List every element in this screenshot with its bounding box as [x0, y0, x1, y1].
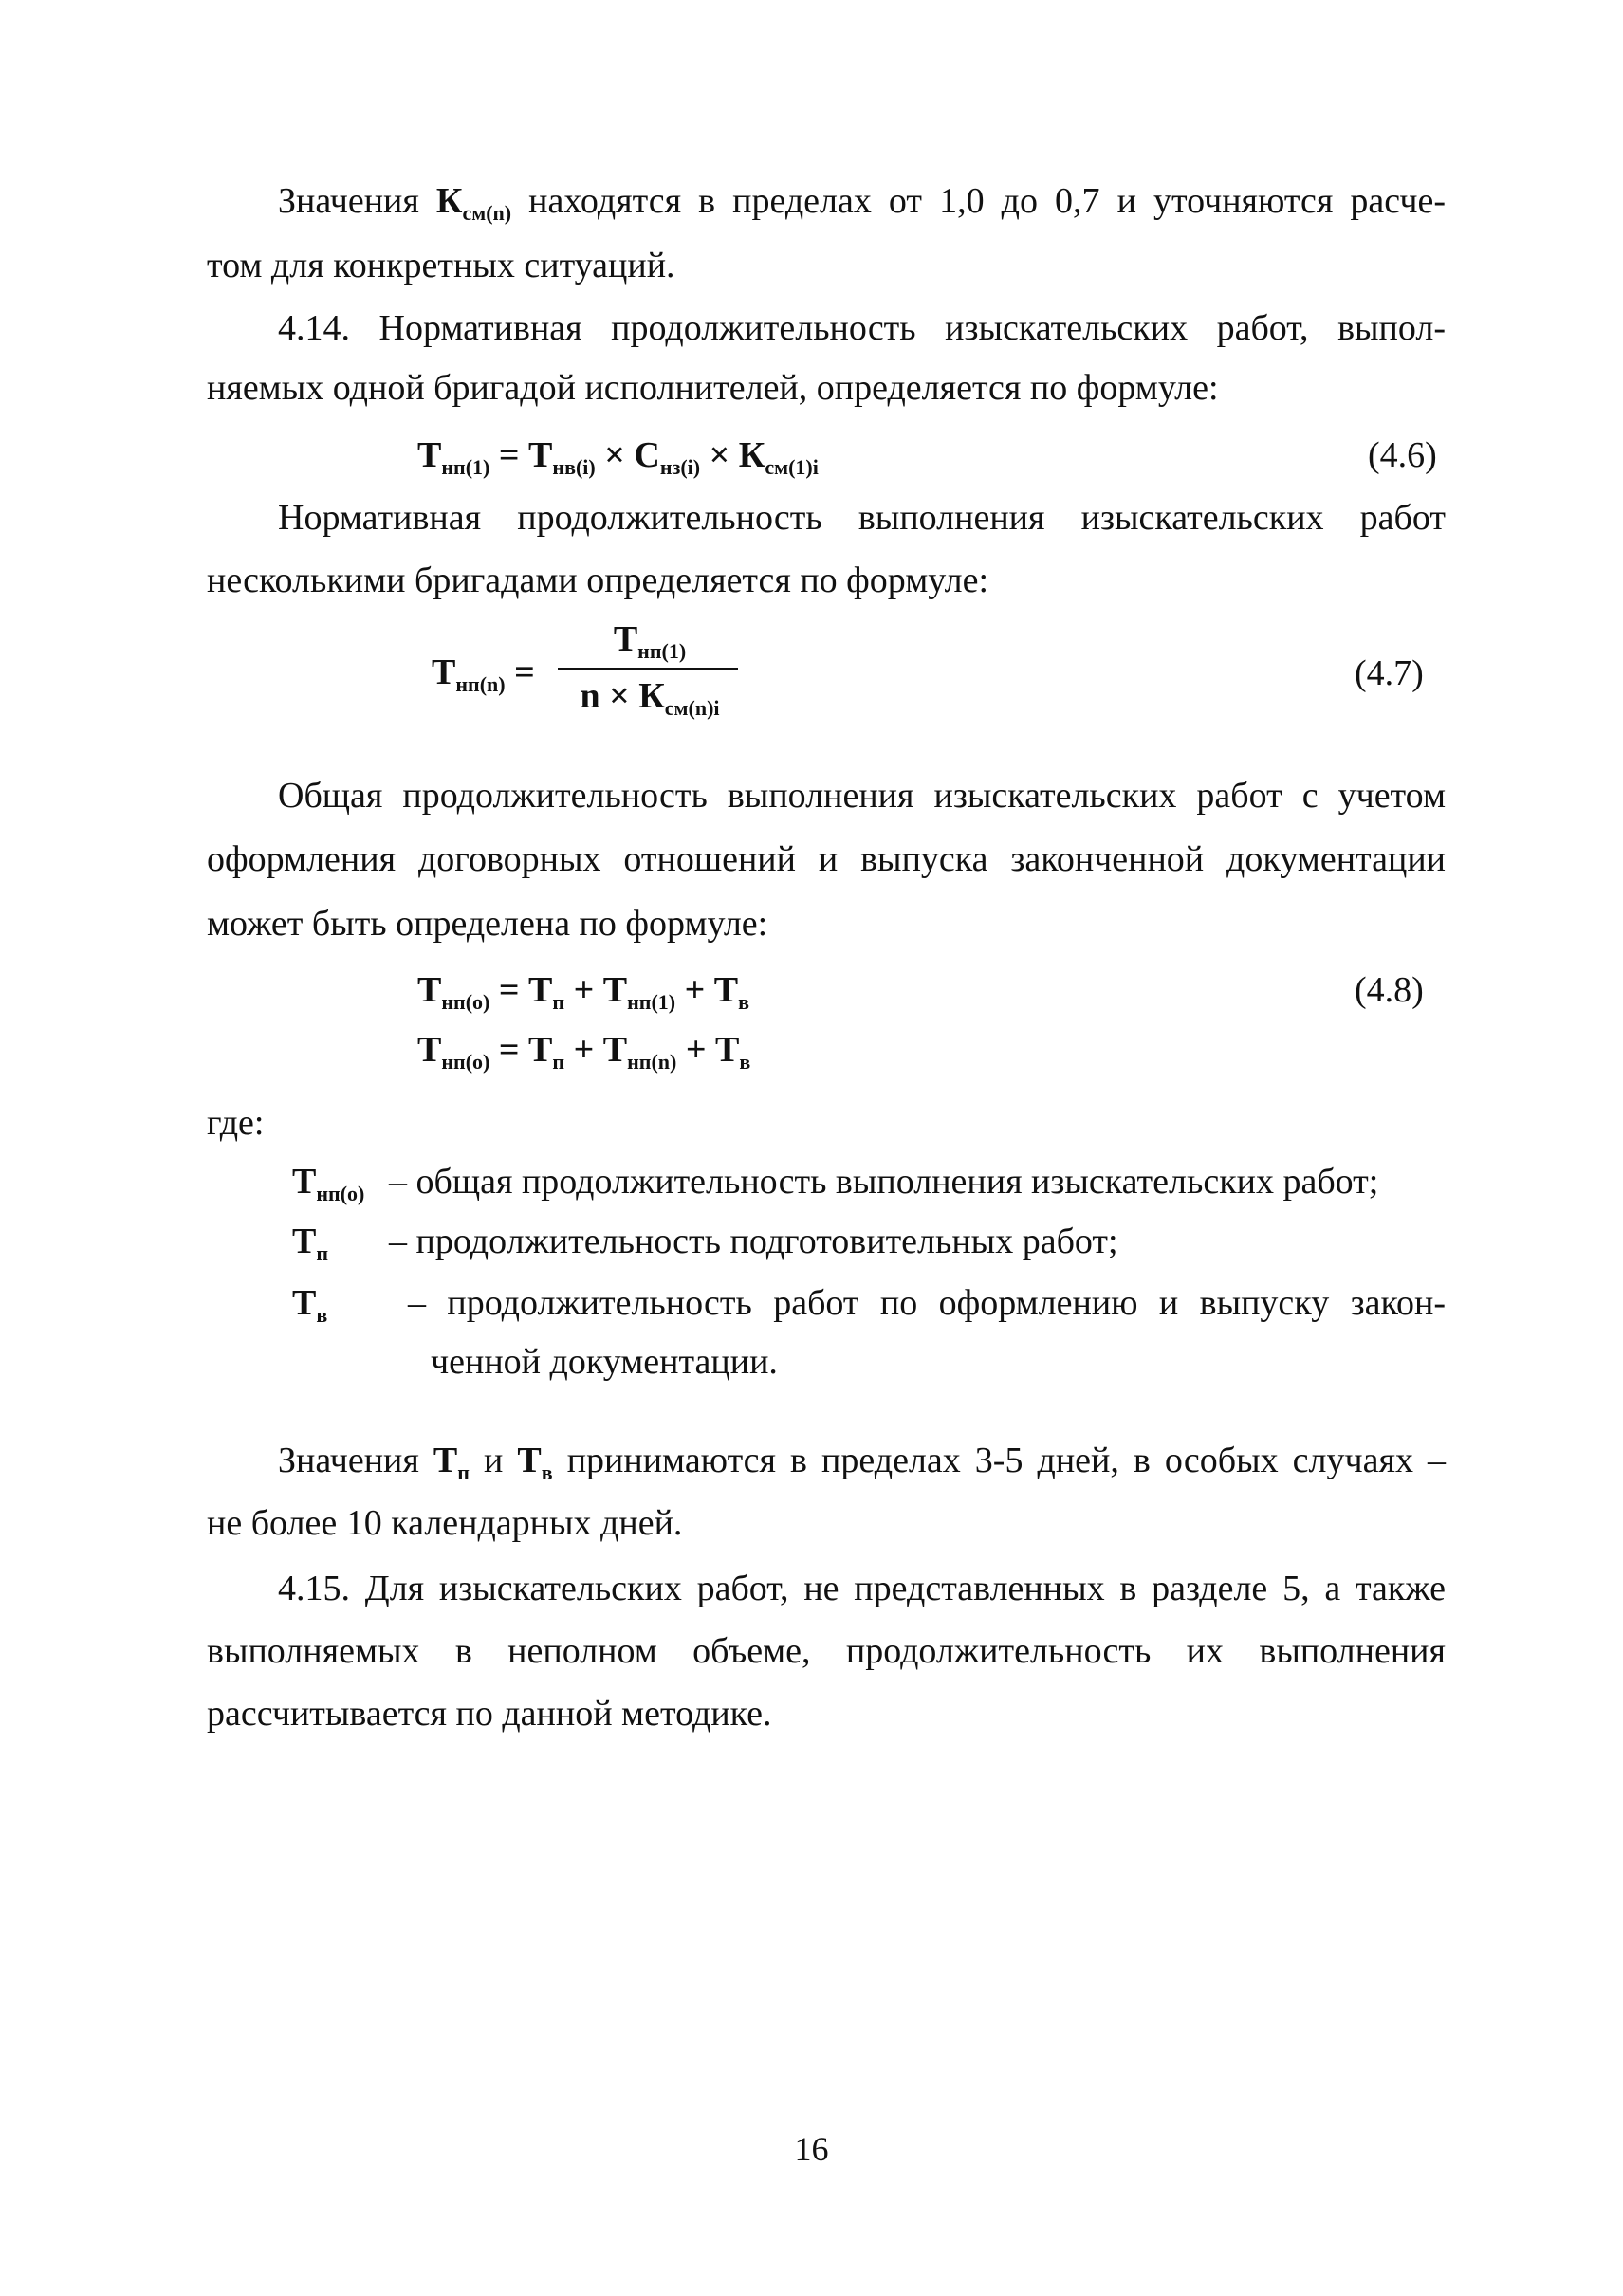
para4-line2: оформления договорных отношений и выпуска законченной документации [207, 839, 1446, 879]
formula-4-6-number: (4.6) [1368, 435, 1437, 475]
para1-line2: том для конкретных ситуаций. [207, 246, 675, 285]
fraction-bar [558, 668, 738, 670]
page-number: 16 [794, 2130, 829, 2168]
def-symbol-tv: $Т_в$ [292, 1283, 328, 1327]
formula-4-7-number: (4.7) [1355, 653, 1424, 693]
para3-line2: несколькими бригадами определяется по формуле: [207, 560, 988, 600]
def-symbol-tp: $Т_п$ [292, 1221, 329, 1265]
where-label: где: [207, 1103, 265, 1143]
para1-text-b: находятся в пределах от 1,0 до 0,7 и уточняются расче- [511, 181, 1446, 221]
formula-4-7-lhs: $Т_{нп(n)}$ = [432, 652, 535, 696]
k-symbol: $К_{см(n)}$ [435, 181, 512, 225]
def-text-tv: – продолжительность работ по оформлению и выпуску закон- [408, 1283, 1446, 1323]
para6-line1: 4.15. Для изыскательских работ, не представленных в разделе 5, а также [278, 1569, 1446, 1608]
para3-line1: Нормативная продолжительность выполнения изыскательских работ [278, 498, 1446, 538]
para4-line3: может быть определена по формуле: [207, 904, 768, 944]
formula-4-8-number: (4.8) [1355, 970, 1424, 1010]
def-text-tnpo: – общая продолжительность выполнения изыскательских работ; [389, 1162, 1379, 1202]
def-symbol-tnpo: $Т_{нп(о)}$ [292, 1162, 365, 1205]
para4-line1: Общая продолжительность выполнения изыскательских работ с учетом [278, 776, 1446, 816]
para1-line1 [278, 178, 1446, 224]
para6-line3: рассчитывается по данной методике. [207, 1694, 772, 1734]
formula-4-8-row1: $Т_{нп(о)} = Т_п + Т_{нп(1)} + Т_в$ [417, 970, 750, 1014]
para6-line2: выполняемых в неполном объеме, продолжительность их выполнения [207, 1631, 1446, 1671]
para5-line1: Значения $Т_п$ и $Т_в$ принимаются в пределах 3-5 дней, в особых случаях – [278, 1441, 1446, 1484]
formula-4-8-row2: $Т_{нп(о)} = Т_п + Т_{нп(n)} + Т_в$ [417, 1030, 751, 1074]
para1-text-a: Значения [278, 181, 436, 221]
para2-line1: 4.14. Нормативная продолжительность изыскательских работ, выпол- [278, 308, 1446, 348]
para2-line2: няемых одной бригадой исполнителей, определяется по формуле: [207, 368, 1219, 408]
formula-4-7-numerator: $Т_{нп(1)}$ [613, 619, 687, 663]
def-text-tp: – продолжительность подготовительных работ; [389, 1221, 1118, 1261]
formula-4-7-denominator: $n \times К_{см(n)i}$ [580, 676, 720, 720]
para5-line2: не более 10 календарных дней. [207, 1503, 683, 1543]
def-text-tv-cont: ченной документации. [431, 1342, 778, 1382]
formula-4-6: $Т_{нп(1)} = Т_{нв(i)} \times С_{нз(i)} \times К_{см(1)i}$ [417, 435, 819, 479]
